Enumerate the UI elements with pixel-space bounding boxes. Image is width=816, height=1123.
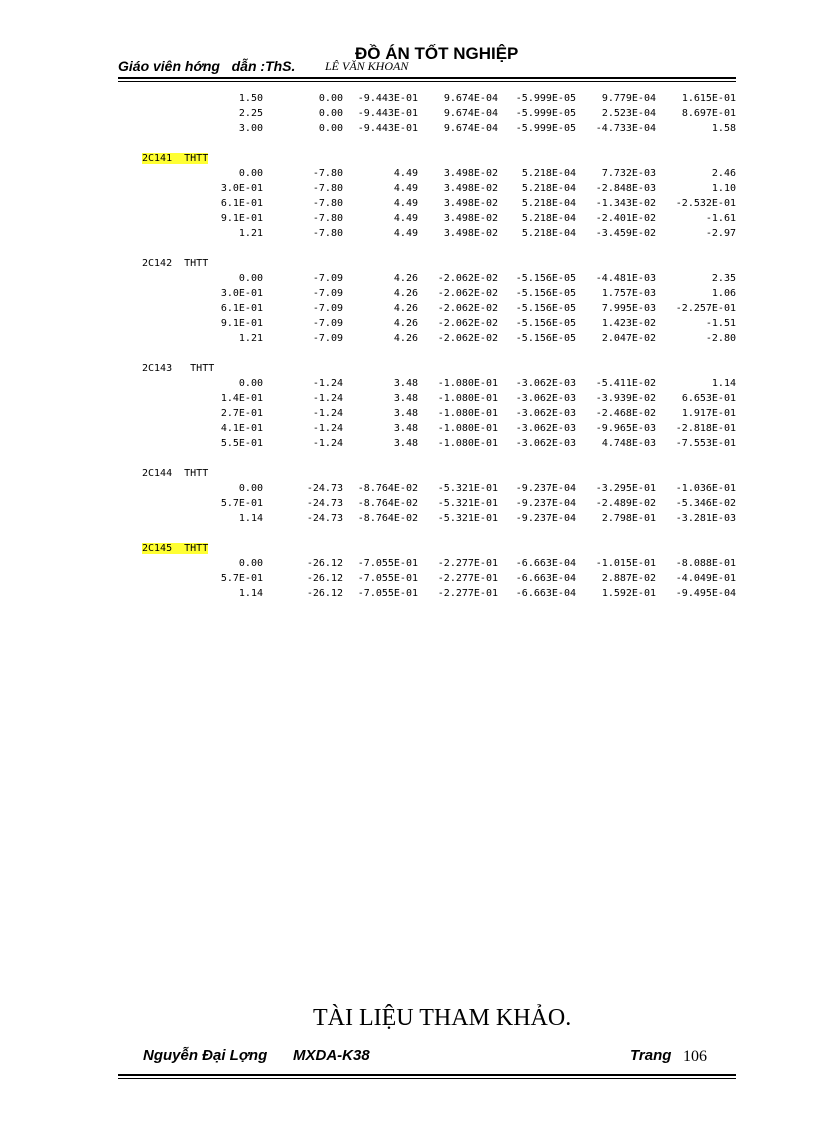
table-cell: -1.24	[312, 408, 343, 419]
table-cell: -9.495E-04	[675, 588, 736, 599]
table-cell: -7.055E-01	[357, 588, 418, 599]
table-cell: -4.733E-04	[595, 123, 656, 134]
table-row	[118, 271, 736, 286]
table-cell: -8.764E-02	[357, 483, 418, 494]
table-row	[118, 571, 736, 586]
table-cell: 4.49	[393, 213, 418, 224]
element-group-label: 2C142 THTT	[142, 258, 209, 269]
table-spacer-cell	[118, 526, 736, 541]
table-cell: 3.0E-01	[220, 288, 263, 299]
table-cell: 2.887E-02	[601, 573, 656, 584]
header-advisor-label: Giáo viên hớng dẫn :ThS.	[118, 58, 296, 74]
header-rule-thick	[118, 77, 736, 79]
table-cell: 1.58	[711, 123, 736, 134]
table-cell: 4.49	[393, 228, 418, 239]
table-cell: 5.218E-04	[521, 213, 576, 224]
table-cell: -26.12	[306, 558, 343, 569]
group-label-row	[118, 256, 736, 271]
table-cell: 2.46	[711, 168, 736, 179]
table-cell: -8.764E-02	[357, 498, 418, 509]
table-cell: -2.257E-01	[675, 303, 736, 314]
footer-rule-thin	[118, 1078, 736, 1079]
table-row	[118, 406, 736, 421]
table-cell: 1.592E-01	[601, 588, 656, 599]
table-cell: 6.653E-01	[681, 393, 736, 404]
table-cell: -3.281E-03	[675, 513, 736, 524]
table-cell: -5.999E-05	[515, 123, 576, 134]
table-spacer	[118, 451, 736, 466]
table-cell: -3.062E-03	[515, 378, 576, 389]
table-cell: 3.498E-02	[443, 168, 498, 179]
table-cell: -2.062E-02	[437, 318, 498, 329]
table-cell: -7.09	[312, 273, 343, 284]
table-cell: -4.049E-01	[675, 573, 736, 584]
table-cell: 1.21	[238, 228, 263, 239]
table-cell: -24.73	[306, 483, 343, 494]
table-cell: -7.09	[312, 318, 343, 329]
table-row	[118, 331, 736, 346]
footer-rule-thick	[118, 1074, 736, 1076]
table-cell: 1.4E-01	[220, 393, 263, 404]
table-cell: -1.24	[312, 438, 343, 449]
table-cell: 5.7E-01	[220, 498, 263, 509]
table-cell: -9.237E-04	[515, 498, 576, 509]
table-cell: 4.26	[393, 288, 418, 299]
table-cell: 2.047E-02	[601, 333, 656, 344]
table-cell: 6.1E-01	[220, 303, 263, 314]
table-row	[118, 181, 736, 196]
table-cell: 1.10	[711, 183, 736, 194]
table-cell: -26.12	[306, 588, 343, 599]
table-cell: -26.12	[306, 573, 343, 584]
group-label-row	[118, 361, 736, 376]
table-cell: 3.0E-01	[220, 183, 263, 194]
table-cell: 2.7E-01	[220, 408, 263, 419]
table-cell: -1.080E-01	[437, 423, 498, 434]
table-cell: 4.49	[393, 183, 418, 194]
table-cell: 3.00	[238, 123, 263, 134]
table-cell: -5.156E-05	[515, 333, 576, 344]
table-cell: -24.73	[306, 513, 343, 524]
group-label-cell	[118, 541, 736, 556]
table-cell: 8.697E-01	[681, 108, 736, 119]
table-cell: -5.321E-01	[437, 483, 498, 494]
table-cell: -7.055E-01	[357, 573, 418, 584]
table-cell: -1.036E-01	[675, 483, 736, 494]
footer-page-label: Trang	[630, 1047, 672, 1064]
table-cell: -2.277E-01	[437, 588, 498, 599]
table-cell: 1.423E-02	[601, 318, 656, 329]
table-cell: -2.277E-01	[437, 558, 498, 569]
table-cell: -4.481E-03	[595, 273, 656, 284]
table-cell: 5.218E-04	[521, 198, 576, 209]
table-cell: -6.663E-04	[515, 573, 576, 584]
table-cell: 0.00	[318, 108, 343, 119]
table-cell: 1.14	[238, 588, 263, 599]
table-spacer-cell	[118, 451, 736, 466]
table-cell: 5.7E-01	[220, 573, 263, 584]
table-cell: -3.295E-01	[595, 483, 656, 494]
table-cell: 5.5E-01	[220, 438, 263, 449]
table-row	[118, 481, 736, 496]
table-row	[118, 316, 736, 331]
table-cell: -9.237E-04	[515, 483, 576, 494]
table-cell: 1.615E-01	[681, 93, 736, 104]
table-cell: -5.156E-05	[515, 303, 576, 314]
table-cell: -1.24	[312, 378, 343, 389]
table-cell: 3.48	[393, 393, 418, 404]
table-cell: 3.498E-02	[443, 198, 498, 209]
table-cell: -3.062E-03	[515, 393, 576, 404]
table-cell: -9.443E-01	[357, 123, 418, 134]
table-row	[118, 301, 736, 316]
table-cell: 3.48	[393, 378, 418, 389]
table-cell: -1.080E-01	[437, 408, 498, 419]
table-cell: -5.411E-02	[595, 378, 656, 389]
group-label-row	[118, 151, 736, 166]
table-cell: 7.732E-03	[601, 168, 656, 179]
table-cell: 6.1E-01	[220, 198, 263, 209]
table-cell: -9.443E-01	[357, 93, 418, 104]
table-cell: 1.50	[238, 93, 263, 104]
table-cell: -1.51	[705, 318, 736, 329]
table-row	[118, 511, 736, 526]
table-cell: -9.965E-03	[595, 423, 656, 434]
table-cell: -2.818E-01	[675, 423, 736, 434]
table-cell: -6.663E-04	[515, 588, 576, 599]
group-label-cell	[118, 256, 736, 271]
table-cell: 5.218E-04	[521, 183, 576, 194]
table-cell: 3.498E-02	[443, 228, 498, 239]
table-cell: 9.779E-04	[601, 93, 656, 104]
table-cell: 3.498E-02	[443, 213, 498, 224]
table-cell: 4.49	[393, 168, 418, 179]
references-title: TÀI LIỆU THAM KHẢO.	[313, 1005, 572, 1031]
table-cell: 7.995E-03	[601, 303, 656, 314]
table-cell: 3.48	[393, 408, 418, 419]
table-cell: 1.14	[711, 378, 736, 389]
footer-class-code: MXDA-K38	[293, 1047, 370, 1064]
group-label-row	[118, 466, 736, 481]
table-cell: -1.080E-01	[437, 378, 498, 389]
table-cell: -2.401E-02	[595, 213, 656, 224]
table-cell: -5.156E-05	[515, 273, 576, 284]
force-results-table	[118, 91, 736, 601]
group-label-row	[118, 541, 736, 556]
table-cell: -5.321E-01	[437, 513, 498, 524]
table-cell: -2.062E-02	[437, 303, 498, 314]
header-advisor-name: LÊ VĂN KHOAN	[325, 59, 409, 73]
table-cell: -7.80	[312, 168, 343, 179]
table-cell: -2.489E-02	[595, 498, 656, 509]
element-group-label: 2C144 THTT	[142, 468, 209, 479]
table-row	[118, 286, 736, 301]
table-cell: -7.055E-01	[357, 558, 418, 569]
table-row	[118, 436, 736, 451]
table-cell: 4.1E-01	[220, 423, 263, 434]
table-cell: -7.09	[312, 303, 343, 314]
table-cell: -2.277E-01	[437, 573, 498, 584]
table-cell: -2.848E-03	[595, 183, 656, 194]
table-row	[118, 196, 736, 211]
table-cell: -1.24	[312, 393, 343, 404]
table-cell: -7.09	[312, 288, 343, 299]
table-row	[118, 586, 736, 601]
table-spacer-cell	[118, 136, 736, 151]
table-cell: -24.73	[306, 498, 343, 509]
table-row	[118, 556, 736, 571]
table-cell: -2.062E-02	[437, 333, 498, 344]
table-cell: -8.088E-01	[675, 558, 736, 569]
table-cell: -2.80	[705, 333, 736, 344]
table-cell: -7.80	[312, 198, 343, 209]
table-cell: -2.062E-02	[437, 288, 498, 299]
table-row	[118, 421, 736, 436]
table-cell: -9.443E-01	[357, 108, 418, 119]
table-cell: 1.917E-01	[681, 408, 736, 419]
header-rule-thin	[118, 81, 736, 82]
table-spacer	[118, 241, 736, 256]
table-cell: 0.00	[318, 93, 343, 104]
table-cell: 4.26	[393, 303, 418, 314]
table-row	[118, 91, 736, 106]
table-row	[118, 166, 736, 181]
table-row	[118, 226, 736, 241]
table-cell: -1.343E-02	[595, 198, 656, 209]
table-spacer-cell	[118, 346, 736, 361]
footer-author: Nguyễn Đại Lợng	[143, 1047, 268, 1064]
table-cell: 2.25	[238, 108, 263, 119]
table-cell: -5.999E-05	[515, 93, 576, 104]
table-cell: 9.674E-04	[443, 108, 498, 119]
table-spacer	[118, 346, 736, 361]
table-cell: 1.21	[238, 333, 263, 344]
table-cell: 4.748E-03	[601, 438, 656, 449]
table-cell: -1.24	[312, 423, 343, 434]
table-cell: 9.1E-01	[220, 318, 263, 329]
table-cell: 9.674E-04	[443, 93, 498, 104]
header-document-title: ĐỒ ÁN TỐT NGHIỆP	[355, 44, 519, 63]
table-cell: 3.48	[393, 438, 418, 449]
table-spacer	[118, 526, 736, 541]
group-label-cell	[118, 466, 736, 481]
table-spacer	[118, 136, 736, 151]
table-cell: -9.237E-04	[515, 513, 576, 524]
table-cell: -1.080E-01	[437, 438, 498, 449]
table-cell: 2.35	[711, 273, 736, 284]
table-cell: 0.00	[238, 273, 263, 284]
table-cell: 5.218E-04	[521, 228, 576, 239]
table-cell: 4.26	[393, 333, 418, 344]
table-cell: -1.015E-01	[595, 558, 656, 569]
table-cell: -6.663E-04	[515, 558, 576, 569]
table-cell: -7.80	[312, 228, 343, 239]
table-cell: -7.553E-01	[675, 438, 736, 449]
table-row	[118, 496, 736, 511]
element-group-label: 2C145 THTT	[142, 543, 209, 554]
table-cell: 4.49	[393, 198, 418, 209]
table-row	[118, 106, 736, 121]
table-row	[118, 376, 736, 391]
table-cell: -3.459E-02	[595, 228, 656, 239]
table-cell: 3.498E-02	[443, 183, 498, 194]
table-cell: -2.468E-02	[595, 408, 656, 419]
table-cell: -7.80	[312, 213, 343, 224]
table-cell: -3.062E-03	[515, 438, 576, 449]
table-cell: -5.156E-05	[515, 288, 576, 299]
element-group-label: 2C141 THTT	[142, 153, 209, 164]
table-cell: -3.062E-03	[515, 408, 576, 419]
table-cell: -5.156E-05	[515, 318, 576, 329]
table-cell: -1.080E-01	[437, 393, 498, 404]
table-cell: 2.798E-01	[601, 513, 656, 524]
table-cell: 1.14	[238, 513, 263, 524]
table-cell: 0.00	[238, 483, 263, 494]
table-cell: 4.26	[393, 318, 418, 329]
table-cell: 1.06	[711, 288, 736, 299]
table-cell: 0.00	[238, 558, 263, 569]
table-row	[118, 391, 736, 406]
table-cell: 9.1E-01	[220, 213, 263, 224]
table-cell: -2.062E-02	[437, 273, 498, 284]
element-group-label: 2C143 THTT	[142, 363, 215, 374]
table-cell: 4.26	[393, 273, 418, 284]
table-cell: 2.523E-04	[601, 108, 656, 119]
table-cell: -1.61	[705, 213, 736, 224]
table-cell: -5.321E-01	[437, 498, 498, 509]
table-cell: 5.218E-04	[521, 168, 576, 179]
table-cell: -5.346E-02	[675, 498, 736, 509]
table-cell: -3.062E-03	[515, 423, 576, 434]
table-row	[118, 121, 736, 136]
table-cell: 1.757E-03	[601, 288, 656, 299]
table-cell: -3.939E-02	[595, 393, 656, 404]
table-spacer-cell	[118, 241, 736, 256]
table-cell: -8.764E-02	[357, 513, 418, 524]
table-cell: 0.00	[318, 123, 343, 134]
table-cell: 0.00	[238, 378, 263, 389]
table-cell: -5.999E-05	[515, 108, 576, 119]
table-cell: -7.80	[312, 183, 343, 194]
table-cell: -2.97	[705, 228, 736, 239]
table-cell: 3.48	[393, 423, 418, 434]
table-cell: 9.674E-04	[443, 123, 498, 134]
group-label-cell	[118, 151, 736, 166]
table-row	[118, 211, 736, 226]
table-cell: -7.09	[312, 333, 343, 344]
footer-page-number: 106	[683, 1048, 707, 1065]
group-label-cell	[118, 361, 736, 376]
table-cell: 0.00	[238, 168, 263, 179]
table-cell: -2.532E-01	[675, 198, 736, 209]
